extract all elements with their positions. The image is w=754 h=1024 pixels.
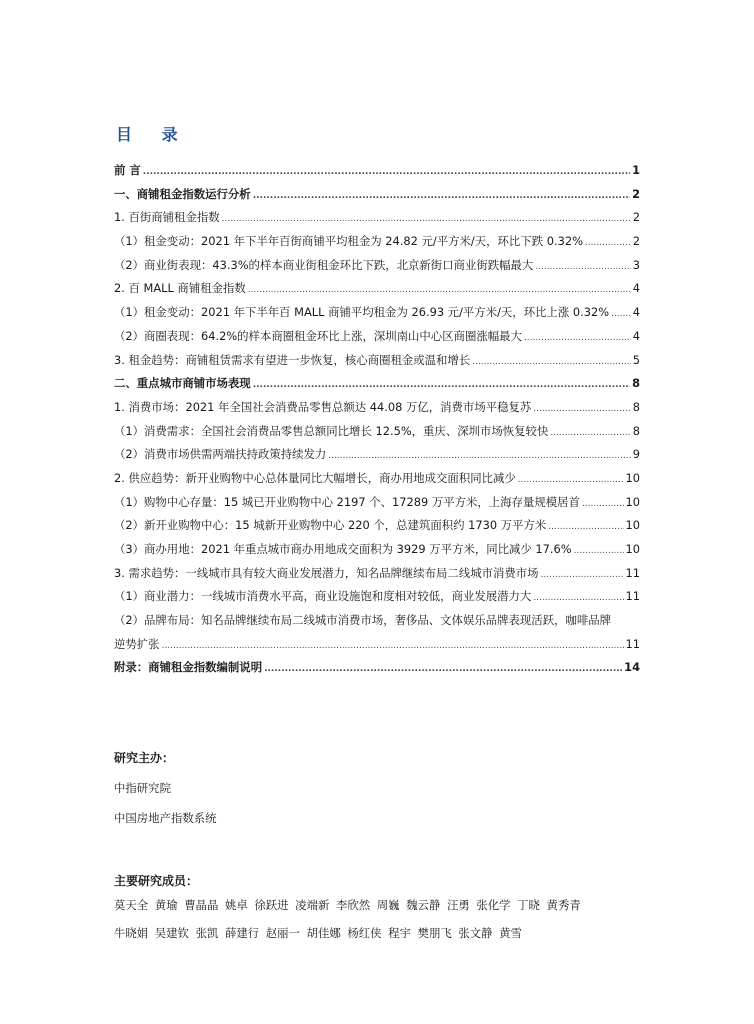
toc-entry-text: （1）购物中心存量：15 城已开业购物中心 2197 个、17289 万平方米，上海存量规模居首 (114, 494, 580, 509)
toc-entry-text: 前 言 (114, 163, 141, 177)
toc-entry-wrapped-line1[interactable] (114, 612, 640, 636)
members-list-line: 莫天全 黄瑜 曹晶晶 姚卓 徐跃进 凌端新 李欣然 周巍 魏云静 汪勇 张化学 丁晓 黄秀青 (114, 898, 581, 912)
toc-leader-dots (328, 451, 630, 461)
toc-entry-page: 10 (625, 494, 640, 509)
toc-leader-dots (550, 428, 630, 438)
toc-entry-page: 10 (625, 542, 640, 556)
toc-leader-dots (524, 333, 631, 343)
toc-entry[interactable] (114, 280, 640, 304)
toc-leader-dots (222, 214, 631, 224)
toc-entry[interactable] (114, 162, 640, 186)
toc-leader-dots (472, 357, 631, 367)
toc-entry-text: （3）商办用地：2021 年重点城市商办用地成交面积为 3929 万平方米，同比减少 17.6% (114, 542, 572, 556)
toc-entry-text: 逆势扩张 (114, 636, 160, 651)
toc-entry-page: 10 (625, 470, 640, 485)
toc-entry-page: 8 (632, 423, 640, 438)
toc-entry-text: 1. 消费市场：2021 年全国社会消费品零售总额达 44.08 万亿，消费市场平稳复苏 (114, 399, 532, 414)
toc-entry-page: 8 (632, 376, 640, 391)
table-of-contents (114, 162, 640, 683)
toc-entry-page: 5 (632, 352, 640, 367)
toc-entry-text: （1）消费需求：全国社会消费品零售总额同比增长 12.5%，重庆、深圳市场恢复较快 (114, 423, 549, 438)
toc-entry-text: 3. 需求趋势：一线城市具有较大商业发展潜力，知名品牌继续布局二线城市消费市场 (114, 565, 539, 580)
toc-entry[interactable] (114, 328, 640, 352)
toc-entry[interactable] (114, 399, 640, 423)
toc-entry-wrapped-line2[interactable] (114, 636, 640, 660)
toc-leader-dots (264, 664, 622, 674)
toc-entry[interactable] (114, 257, 640, 281)
toc-entry[interactable] (114, 209, 640, 233)
toc-entry-page: 1 (632, 163, 640, 177)
toc-leader-dots (248, 285, 631, 295)
toc-entry-text: （1）租金变动：2021 年下半年百 MALL 商铺平均租金为 26.93 元/平方米/天，环比上涨 0.32% (114, 305, 610, 320)
toc-entry-page: 10 (625, 518, 640, 533)
toc-entry-page: 11 (625, 565, 640, 580)
toc-entry-appendix[interactable] (114, 659, 640, 683)
toc-entry[interactable] (114, 375, 640, 399)
toc-entry-text: 附录：商铺租金指数编制说明 (114, 660, 263, 675)
toc-entry-text: 二、重点城市商铺市场表现 (114, 376, 251, 391)
toc-entry-page: 3 (632, 257, 640, 272)
toc-entry-page: 2 (632, 234, 640, 249)
toc-leader-dots (574, 546, 624, 556)
toc-entry[interactable] (114, 304, 640, 328)
toc-entry[interactable] (114, 470, 640, 494)
toc-entry[interactable] (114, 352, 640, 376)
toc-leader-dots (533, 593, 623, 603)
toc-entry-page: 4 (632, 281, 640, 296)
toc-leader-dots (143, 167, 630, 177)
members-heading: 主要研究成员： (114, 874, 199, 888)
toc-entry[interactable] (114, 517, 640, 541)
toc-leader-dots (582, 499, 624, 509)
members-list-line: 牛晓娟 吴建钦 张凯 薛建行 赵丽一 胡佳娜 杨红侠 程宇 樊朋飞 张文静 黄雪 (114, 926, 522, 940)
toc-entry-text: （2）消费市场供需两端扶持政策持续发力 (114, 447, 327, 462)
toc-entry[interactable] (114, 541, 640, 565)
toc-entry[interactable] (114, 233, 640, 257)
toc-entry-page: 14 (624, 660, 640, 675)
toc-leader-dots (253, 191, 630, 201)
toc-entry-text: 3. 租金趋势：商铺租赁需求有望进一步恢复，核心商圈租金或温和增长 (114, 352, 471, 367)
toc-entry[interactable] (114, 423, 640, 447)
toc-leader-dots (611, 309, 631, 319)
toc-entry-page: 11 (625, 589, 640, 604)
toc-entry-page: 2 (632, 186, 640, 201)
organizer-name: 中国房地产指数系统 (114, 811, 217, 825)
toc-entry-text: （2）品牌布局：知名品牌继续布局二线城市消费市场，奢侈品、文体娱乐品牌表现活跃，咖啡品牌 (114, 613, 612, 628)
toc-entry[interactable] (114, 446, 640, 470)
toc-entry-text: （2）商业街表现：43.3%的样本商业街租金环比下跌，北京新街口商业街跌幅最大 (114, 257, 534, 272)
toc-entry-text: 1. 百街商铺租金指数 (114, 210, 220, 225)
toc-leader-dots (535, 262, 630, 272)
toc-leader-dots (253, 380, 630, 390)
toc-entry[interactable] (114, 186, 640, 210)
toc-entry[interactable] (114, 494, 640, 518)
toc-entry-text: （1）商业潜力：一线城市消费水平高，商业设施饱和度相对较低，商业发展潜力大 (114, 589, 532, 604)
organizer-heading: 研究主办： (114, 751, 175, 765)
toc-title: 目 录 (116, 125, 190, 144)
organizer-name: 中指研究院 (114, 781, 171, 795)
toc-leader-dots (533, 404, 630, 414)
toc-leader-dots (548, 522, 623, 532)
toc-leader-dots (162, 641, 624, 651)
toc-entry-page: 4 (632, 328, 640, 343)
toc-entry-page: 11 (625, 636, 640, 651)
toc-entry-text: （2）商圈表现：64.2%的样本商圈租金环比上涨，深圳南山中心区商圈涨幅最大 (114, 328, 522, 343)
toc-leader-dots (585, 238, 631, 248)
toc-leader-dots (518, 475, 624, 485)
toc-entry-page: 8 (632, 399, 640, 414)
toc-entry-page: 2 (632, 210, 640, 225)
toc-leader-dots (541, 570, 624, 580)
toc-entry-text: 2. 供应趋势：新开业购物中心总体量同比大幅增长，商办用地成交面积同比减少 (114, 470, 516, 485)
toc-entry-text: 一、商铺租金指数运行分析 (114, 186, 251, 201)
toc-entry-text: （2）新开业购物中心：15 城新开业购物中心 220 个，总建筑面积约 1730 万平方米 (114, 518, 547, 533)
toc-entry-text: （1）租金变动：2021 年下半年百街商铺平均租金为 24.82 元/平方米/天，环比下跌 0.32% (114, 234, 583, 249)
toc-entry[interactable] (114, 565, 640, 589)
toc-entry[interactable] (114, 588, 640, 612)
toc-entry-page: 9 (632, 447, 640, 462)
toc-entry-page: 4 (632, 305, 640, 320)
toc-entry-text: 2. 百 MALL 商铺租金指数 (114, 281, 246, 296)
